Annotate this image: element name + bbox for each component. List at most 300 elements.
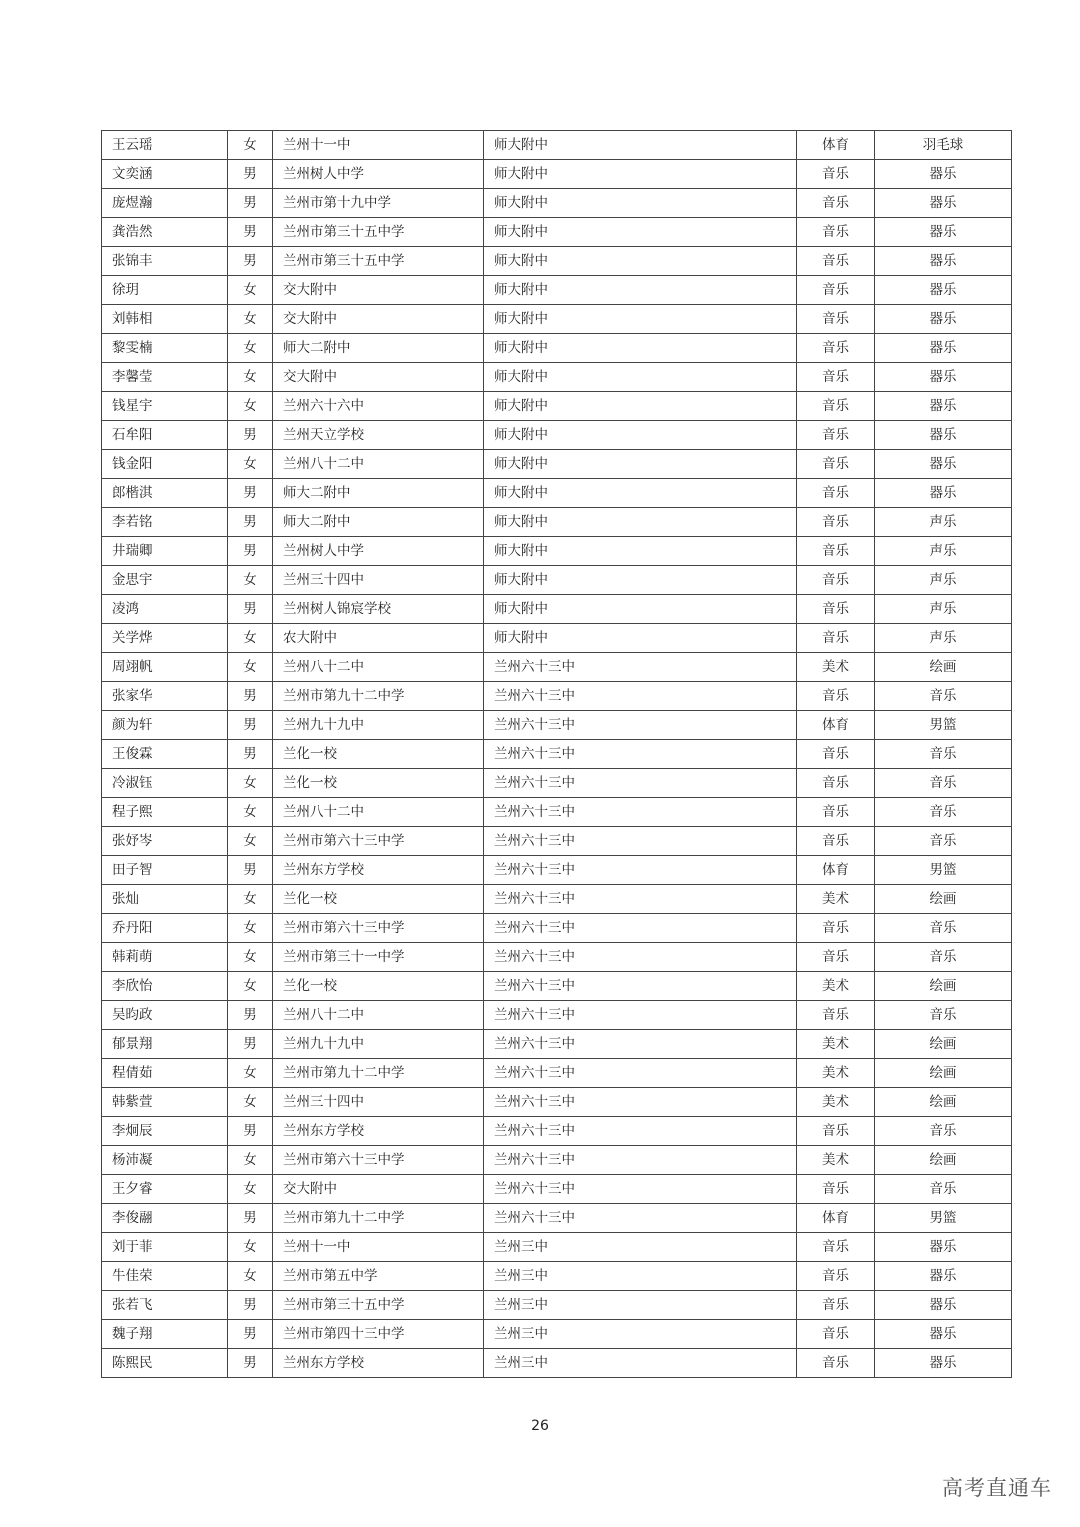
cell-origin-school: 兰州树人锦宸学校 xyxy=(273,595,484,624)
cell-target-school: 兰州六十三中 xyxy=(484,1001,797,1030)
cell-name: 黎雯楠 xyxy=(102,334,228,363)
cell-origin-school: 师大二附中 xyxy=(273,479,484,508)
table-row xyxy=(102,479,1012,508)
cell-item: 音乐 xyxy=(875,1175,1012,1204)
cell-name: 乔丹阳 xyxy=(102,914,228,943)
cell-item: 声乐 xyxy=(875,624,1012,653)
table-row xyxy=(102,1146,1012,1175)
cell-subject: 体育 xyxy=(797,856,875,885)
cell-gender: 男 xyxy=(228,682,273,711)
cell-target-school: 师大附中 xyxy=(484,276,797,305)
cell-item: 声乐 xyxy=(875,566,1012,595)
cell-target-school: 兰州三中 xyxy=(484,1262,797,1291)
table-row xyxy=(102,1349,1012,1378)
cell-origin-school: 兰州市第六十三中学 xyxy=(273,914,484,943)
cell-subject: 美术 xyxy=(797,885,875,914)
table-row xyxy=(102,537,1012,566)
cell-item: 器乐 xyxy=(875,421,1012,450)
cell-name: 庞煜瀚 xyxy=(102,189,228,218)
cell-subject: 音乐 xyxy=(797,595,875,624)
table-row xyxy=(102,160,1012,189)
cell-gender: 男 xyxy=(228,1030,273,1059)
cell-item: 器乐 xyxy=(875,1233,1012,1262)
cell-origin-school: 兰州市第十九中学 xyxy=(273,189,484,218)
cell-target-school: 兰州六十三中 xyxy=(484,1204,797,1233)
cell-target-school: 兰州三中 xyxy=(484,1320,797,1349)
cell-origin-school: 交大附中 xyxy=(273,1175,484,1204)
cell-target-school: 师大附中 xyxy=(484,247,797,276)
table-row xyxy=(102,653,1012,682)
cell-gender: 女 xyxy=(228,653,273,682)
cell-origin-school: 师大二附中 xyxy=(273,334,484,363)
cell-item: 器乐 xyxy=(875,1291,1012,1320)
cell-target-school: 兰州六十三中 xyxy=(484,1059,797,1088)
cell-item: 音乐 xyxy=(875,740,1012,769)
cell-target-school: 师大附中 xyxy=(484,363,797,392)
cell-item: 声乐 xyxy=(875,537,1012,566)
cell-origin-school: 兰州树人中学 xyxy=(273,160,484,189)
table-row xyxy=(102,740,1012,769)
cell-target-school: 师大附中 xyxy=(484,595,797,624)
cell-item: 器乐 xyxy=(875,1349,1012,1378)
cell-gender: 女 xyxy=(228,566,273,595)
cell-subject: 音乐 xyxy=(797,363,875,392)
cell-origin-school: 兰化一校 xyxy=(273,769,484,798)
cell-target-school: 兰州六十三中 xyxy=(484,740,797,769)
cell-item: 器乐 xyxy=(875,218,1012,247)
table-row xyxy=(102,972,1012,1001)
cell-gender: 女 xyxy=(228,1175,273,1204)
table-row xyxy=(102,334,1012,363)
cell-item: 音乐 xyxy=(875,1001,1012,1030)
cell-name: 吴昀政 xyxy=(102,1001,228,1030)
cell-subject: 音乐 xyxy=(797,479,875,508)
cell-origin-school: 兰州十一中 xyxy=(273,131,484,160)
table-row xyxy=(102,856,1012,885)
cell-origin-school: 兰化一校 xyxy=(273,740,484,769)
cell-item: 器乐 xyxy=(875,305,1012,334)
cell-origin-school: 师大二附中 xyxy=(273,508,484,537)
cell-name: 钱星宇 xyxy=(102,392,228,421)
table-row xyxy=(102,450,1012,479)
table-row xyxy=(102,276,1012,305)
cell-gender: 女 xyxy=(228,392,273,421)
cell-item: 器乐 xyxy=(875,392,1012,421)
cell-target-school: 师大附中 xyxy=(484,537,797,566)
cell-subject: 音乐 xyxy=(797,682,875,711)
cell-subject: 音乐 xyxy=(797,276,875,305)
cell-origin-school: 兰州九十九中 xyxy=(273,1030,484,1059)
table-row xyxy=(102,421,1012,450)
cell-target-school: 兰州六十三中 xyxy=(484,1117,797,1146)
table-row xyxy=(102,218,1012,247)
cell-item: 器乐 xyxy=(875,247,1012,276)
cell-gender: 女 xyxy=(228,1059,273,1088)
cell-item: 男篮 xyxy=(875,711,1012,740)
cell-origin-school: 兰州八十二中 xyxy=(273,653,484,682)
cell-subject: 音乐 xyxy=(797,218,875,247)
cell-name: 程子熙 xyxy=(102,798,228,827)
cell-gender: 女 xyxy=(228,1233,273,1262)
roster-table-body xyxy=(102,131,1012,1378)
cell-gender: 女 xyxy=(228,334,273,363)
cell-item: 器乐 xyxy=(875,1320,1012,1349)
cell-gender: 女 xyxy=(228,769,273,798)
cell-name: 文奕涵 xyxy=(102,160,228,189)
cell-item: 音乐 xyxy=(875,827,1012,856)
cell-item: 绘画 xyxy=(875,1030,1012,1059)
cell-name: 刘韩相 xyxy=(102,305,228,334)
cell-origin-school: 交大附中 xyxy=(273,276,484,305)
cell-target-school: 兰州六十三中 xyxy=(484,769,797,798)
cell-subject: 美术 xyxy=(797,1146,875,1175)
cell-gender: 女 xyxy=(228,624,273,653)
cell-origin-school: 兰州市第五中学 xyxy=(273,1262,484,1291)
cell-name: 郎楷淇 xyxy=(102,479,228,508)
cell-subject: 音乐 xyxy=(797,305,875,334)
cell-target-school: 师大附中 xyxy=(484,305,797,334)
cell-gender: 男 xyxy=(228,537,273,566)
table-row xyxy=(102,1204,1012,1233)
cell-subject: 音乐 xyxy=(797,247,875,276)
table-row xyxy=(102,1059,1012,1088)
cell-subject: 音乐 xyxy=(797,624,875,653)
cell-origin-school: 兰州市第六十三中学 xyxy=(273,1146,484,1175)
cell-gender: 女 xyxy=(228,943,273,972)
cell-subject: 音乐 xyxy=(797,1117,875,1146)
table-row xyxy=(102,1175,1012,1204)
cell-subject: 音乐 xyxy=(797,1175,875,1204)
cell-subject: 音乐 xyxy=(797,334,875,363)
table-row xyxy=(102,392,1012,421)
cell-origin-school: 兰州六十六中 xyxy=(273,392,484,421)
table-row xyxy=(102,595,1012,624)
cell-name: 李馨莹 xyxy=(102,363,228,392)
table-row xyxy=(102,1001,1012,1030)
cell-gender: 女 xyxy=(228,131,273,160)
cell-item: 绘画 xyxy=(875,653,1012,682)
cell-subject: 体育 xyxy=(797,131,875,160)
cell-target-school: 兰州六十三中 xyxy=(484,943,797,972)
cell-gender: 男 xyxy=(228,218,273,247)
cell-item: 声乐 xyxy=(875,508,1012,537)
cell-subject: 音乐 xyxy=(797,1262,875,1291)
cell-gender: 男 xyxy=(228,508,273,537)
cell-name: 周翊帆 xyxy=(102,653,228,682)
table-row xyxy=(102,624,1012,653)
table-row xyxy=(102,682,1012,711)
cell-item: 音乐 xyxy=(875,943,1012,972)
cell-item: 绘画 xyxy=(875,1059,1012,1088)
cell-subject: 音乐 xyxy=(797,566,875,595)
cell-target-school: 兰州六十三中 xyxy=(484,682,797,711)
cell-item: 绘画 xyxy=(875,1146,1012,1175)
cell-target-school: 师大附中 xyxy=(484,160,797,189)
cell-name: 王俊霖 xyxy=(102,740,228,769)
cell-name: 张家华 xyxy=(102,682,228,711)
cell-target-school: 兰州六十三中 xyxy=(484,653,797,682)
cell-name: 井瑞卿 xyxy=(102,537,228,566)
cell-subject: 音乐 xyxy=(797,392,875,421)
cell-name: 张锦丰 xyxy=(102,247,228,276)
cell-name: 杨沛凝 xyxy=(102,1146,228,1175)
cell-gender: 男 xyxy=(228,856,273,885)
cell-origin-school: 兰州东方学校 xyxy=(273,1349,484,1378)
cell-subject: 音乐 xyxy=(797,769,875,798)
cell-target-school: 师大附中 xyxy=(484,450,797,479)
table-row xyxy=(102,943,1012,972)
cell-gender: 女 xyxy=(228,1262,273,1291)
cell-subject: 音乐 xyxy=(797,1320,875,1349)
cell-origin-school: 兰化一校 xyxy=(273,885,484,914)
cell-name: 程倩茹 xyxy=(102,1059,228,1088)
cell-gender: 男 xyxy=(228,1320,273,1349)
cell-gender: 女 xyxy=(228,1146,273,1175)
cell-subject: 音乐 xyxy=(797,450,875,479)
cell-origin-school: 兰州八十二中 xyxy=(273,1001,484,1030)
cell-gender: 男 xyxy=(228,1001,273,1030)
cell-gender: 男 xyxy=(228,711,273,740)
cell-gender: 男 xyxy=(228,1349,273,1378)
cell-name: 郁景翔 xyxy=(102,1030,228,1059)
table-row xyxy=(102,305,1012,334)
cell-subject: 音乐 xyxy=(797,1233,875,1262)
cell-target-school: 兰州六十三中 xyxy=(484,1088,797,1117)
cell-item: 绘画 xyxy=(875,972,1012,1001)
cell-subject: 音乐 xyxy=(797,1349,875,1378)
table-row xyxy=(102,711,1012,740)
cell-name: 张若飞 xyxy=(102,1291,228,1320)
cell-gender: 女 xyxy=(228,827,273,856)
cell-target-school: 师大附中 xyxy=(484,131,797,160)
cell-subject: 美术 xyxy=(797,1030,875,1059)
cell-subject: 美术 xyxy=(797,653,875,682)
cell-gender: 男 xyxy=(228,1291,273,1320)
table-row xyxy=(102,1030,1012,1059)
cell-gender: 女 xyxy=(228,914,273,943)
cell-target-school: 兰州三中 xyxy=(484,1233,797,1262)
table-row xyxy=(102,1262,1012,1291)
cell-target-school: 兰州六十三中 xyxy=(484,885,797,914)
cell-subject: 音乐 xyxy=(797,740,875,769)
cell-name: 石牟阳 xyxy=(102,421,228,450)
cell-item: 音乐 xyxy=(875,682,1012,711)
cell-origin-school: 兰州天立学校 xyxy=(273,421,484,450)
cell-subject: 音乐 xyxy=(797,827,875,856)
cell-origin-school: 兰州市第九十二中学 xyxy=(273,682,484,711)
table-row xyxy=(102,1320,1012,1349)
table-row xyxy=(102,1117,1012,1146)
cell-subject: 音乐 xyxy=(797,1001,875,1030)
table-row xyxy=(102,769,1012,798)
cell-name: 王夕睿 xyxy=(102,1175,228,1204)
table-row xyxy=(102,247,1012,276)
cell-gender: 女 xyxy=(228,972,273,1001)
table-row xyxy=(102,1233,1012,1262)
cell-gender: 女 xyxy=(228,798,273,827)
table-row xyxy=(102,798,1012,827)
cell-origin-school: 兰州树人中学 xyxy=(273,537,484,566)
cell-name: 徐玥 xyxy=(102,276,228,305)
cell-origin-school: 兰州九十九中 xyxy=(273,711,484,740)
cell-target-school: 师大附中 xyxy=(484,508,797,537)
cell-origin-school: 兰州东方学校 xyxy=(273,856,484,885)
cell-gender: 女 xyxy=(228,305,273,334)
cell-name: 张妤岑 xyxy=(102,827,228,856)
cell-target-school: 师大附中 xyxy=(484,479,797,508)
cell-name: 魏子翔 xyxy=(102,1320,228,1349)
cell-item: 男篮 xyxy=(875,1204,1012,1233)
watermark-text: 高考直通车 xyxy=(942,1476,1052,1500)
cell-item: 羽毛球 xyxy=(875,131,1012,160)
cell-origin-school: 兰州市第六十三中学 xyxy=(273,827,484,856)
cell-origin-school: 兰州十一中 xyxy=(273,1233,484,1262)
cell-origin-school: 交大附中 xyxy=(273,363,484,392)
cell-target-school: 兰州六十三中 xyxy=(484,914,797,943)
cell-gender: 男 xyxy=(228,189,273,218)
cell-item: 音乐 xyxy=(875,769,1012,798)
cell-target-school: 兰州三中 xyxy=(484,1291,797,1320)
cell-origin-school: 兰州市第三十五中学 xyxy=(273,1291,484,1320)
cell-name: 李俊翮 xyxy=(102,1204,228,1233)
cell-origin-school: 兰州三十四中 xyxy=(273,566,484,595)
page-number: 26 xyxy=(531,1418,549,1434)
cell-target-school: 兰州六十三中 xyxy=(484,972,797,1001)
cell-item: 绘画 xyxy=(875,885,1012,914)
table-row xyxy=(102,189,1012,218)
cell-target-school: 师大附中 xyxy=(484,421,797,450)
cell-name: 刘于菲 xyxy=(102,1233,228,1262)
table-row xyxy=(102,508,1012,537)
cell-gender: 男 xyxy=(228,1117,273,1146)
cell-name: 李欣怡 xyxy=(102,972,228,1001)
table-row xyxy=(102,566,1012,595)
cell-name: 陈熙民 xyxy=(102,1349,228,1378)
cell-item: 器乐 xyxy=(875,363,1012,392)
cell-gender: 男 xyxy=(228,247,273,276)
table-row xyxy=(102,914,1012,943)
cell-item: 男篮 xyxy=(875,856,1012,885)
cell-target-school: 师大附中 xyxy=(484,624,797,653)
cell-origin-school: 兰州市第三十五中学 xyxy=(273,247,484,276)
cell-origin-school: 兰州市第三十五中学 xyxy=(273,218,484,247)
cell-origin-school: 兰州八十二中 xyxy=(273,450,484,479)
cell-item: 声乐 xyxy=(875,595,1012,624)
cell-subject: 音乐 xyxy=(797,798,875,827)
cell-name: 金思宇 xyxy=(102,566,228,595)
cell-name: 关学烨 xyxy=(102,624,228,653)
cell-name: 李若铭 xyxy=(102,508,228,537)
cell-origin-school: 交大附中 xyxy=(273,305,484,334)
cell-gender: 女 xyxy=(228,885,273,914)
cell-subject: 音乐 xyxy=(797,508,875,537)
cell-name: 韩紫萱 xyxy=(102,1088,228,1117)
cell-origin-school: 兰州八十二中 xyxy=(273,798,484,827)
cell-item: 器乐 xyxy=(875,479,1012,508)
cell-target-school: 师大附中 xyxy=(484,392,797,421)
cell-item: 音乐 xyxy=(875,1117,1012,1146)
cell-origin-school: 兰州三十四中 xyxy=(273,1088,484,1117)
table-row xyxy=(102,885,1012,914)
table-row xyxy=(102,827,1012,856)
cell-target-school: 兰州六十三中 xyxy=(484,711,797,740)
cell-item: 器乐 xyxy=(875,334,1012,363)
cell-name: 钱金阳 xyxy=(102,450,228,479)
cell-gender: 男 xyxy=(228,479,273,508)
cell-name: 李炯辰 xyxy=(102,1117,228,1146)
cell-subject: 音乐 xyxy=(797,421,875,450)
cell-target-school: 兰州六十三中 xyxy=(484,1175,797,1204)
cell-target-school: 兰州六十三中 xyxy=(484,856,797,885)
cell-item: 器乐 xyxy=(875,189,1012,218)
cell-subject: 美术 xyxy=(797,1088,875,1117)
cell-item: 音乐 xyxy=(875,914,1012,943)
cell-gender: 女 xyxy=(228,450,273,479)
cell-origin-school: 兰州市第九十二中学 xyxy=(273,1059,484,1088)
cell-subject: 体育 xyxy=(797,1204,875,1233)
cell-origin-school: 农大附中 xyxy=(273,624,484,653)
cell-subject: 美术 xyxy=(797,972,875,1001)
cell-subject: 美术 xyxy=(797,1059,875,1088)
cell-target-school: 兰州六十三中 xyxy=(484,827,797,856)
cell-item: 绘画 xyxy=(875,1088,1012,1117)
cell-item: 器乐 xyxy=(875,1262,1012,1291)
cell-name: 张灿 xyxy=(102,885,228,914)
table-row xyxy=(102,1291,1012,1320)
cell-name: 颜为轩 xyxy=(102,711,228,740)
cell-name: 田子智 xyxy=(102,856,228,885)
cell-target-school: 兰州六十三中 xyxy=(484,1030,797,1059)
cell-target-school: 兰州六十三中 xyxy=(484,798,797,827)
cell-item: 器乐 xyxy=(875,450,1012,479)
cell-origin-school: 兰州东方学校 xyxy=(273,1117,484,1146)
table-row xyxy=(102,1088,1012,1117)
roster-table xyxy=(101,130,1012,1378)
cell-gender: 男 xyxy=(228,595,273,624)
cell-item: 音乐 xyxy=(875,798,1012,827)
cell-name: 龚浩然 xyxy=(102,218,228,247)
cell-subject: 音乐 xyxy=(797,943,875,972)
table-row xyxy=(102,363,1012,392)
cell-target-school: 师大附中 xyxy=(484,218,797,247)
cell-target-school: 师大附中 xyxy=(484,566,797,595)
cell-subject: 音乐 xyxy=(797,537,875,566)
cell-origin-school: 兰州市第九十二中学 xyxy=(273,1204,484,1233)
cell-target-school: 兰州六十三中 xyxy=(484,1146,797,1175)
cell-gender: 男 xyxy=(228,1204,273,1233)
cell-origin-school: 兰州市第三十一中学 xyxy=(273,943,484,972)
cell-subject: 音乐 xyxy=(797,160,875,189)
table-row xyxy=(102,131,1012,160)
cell-name: 王云瑶 xyxy=(102,131,228,160)
cell-subject: 音乐 xyxy=(797,1291,875,1320)
cell-name: 牛佳荣 xyxy=(102,1262,228,1291)
cell-subject: 体育 xyxy=(797,711,875,740)
cell-gender: 女 xyxy=(228,276,273,305)
cell-gender: 男 xyxy=(228,740,273,769)
cell-target-school: 师大附中 xyxy=(484,334,797,363)
cell-target-school: 师大附中 xyxy=(484,189,797,218)
cell-origin-school: 兰化一校 xyxy=(273,972,484,1001)
cell-gender: 男 xyxy=(228,160,273,189)
cell-item: 器乐 xyxy=(875,276,1012,305)
cell-subject: 音乐 xyxy=(797,189,875,218)
cell-name: 韩莉萌 xyxy=(102,943,228,972)
cell-gender: 男 xyxy=(228,421,273,450)
cell-item: 器乐 xyxy=(875,160,1012,189)
cell-target-school: 兰州三中 xyxy=(484,1349,797,1378)
cell-gender: 女 xyxy=(228,363,273,392)
